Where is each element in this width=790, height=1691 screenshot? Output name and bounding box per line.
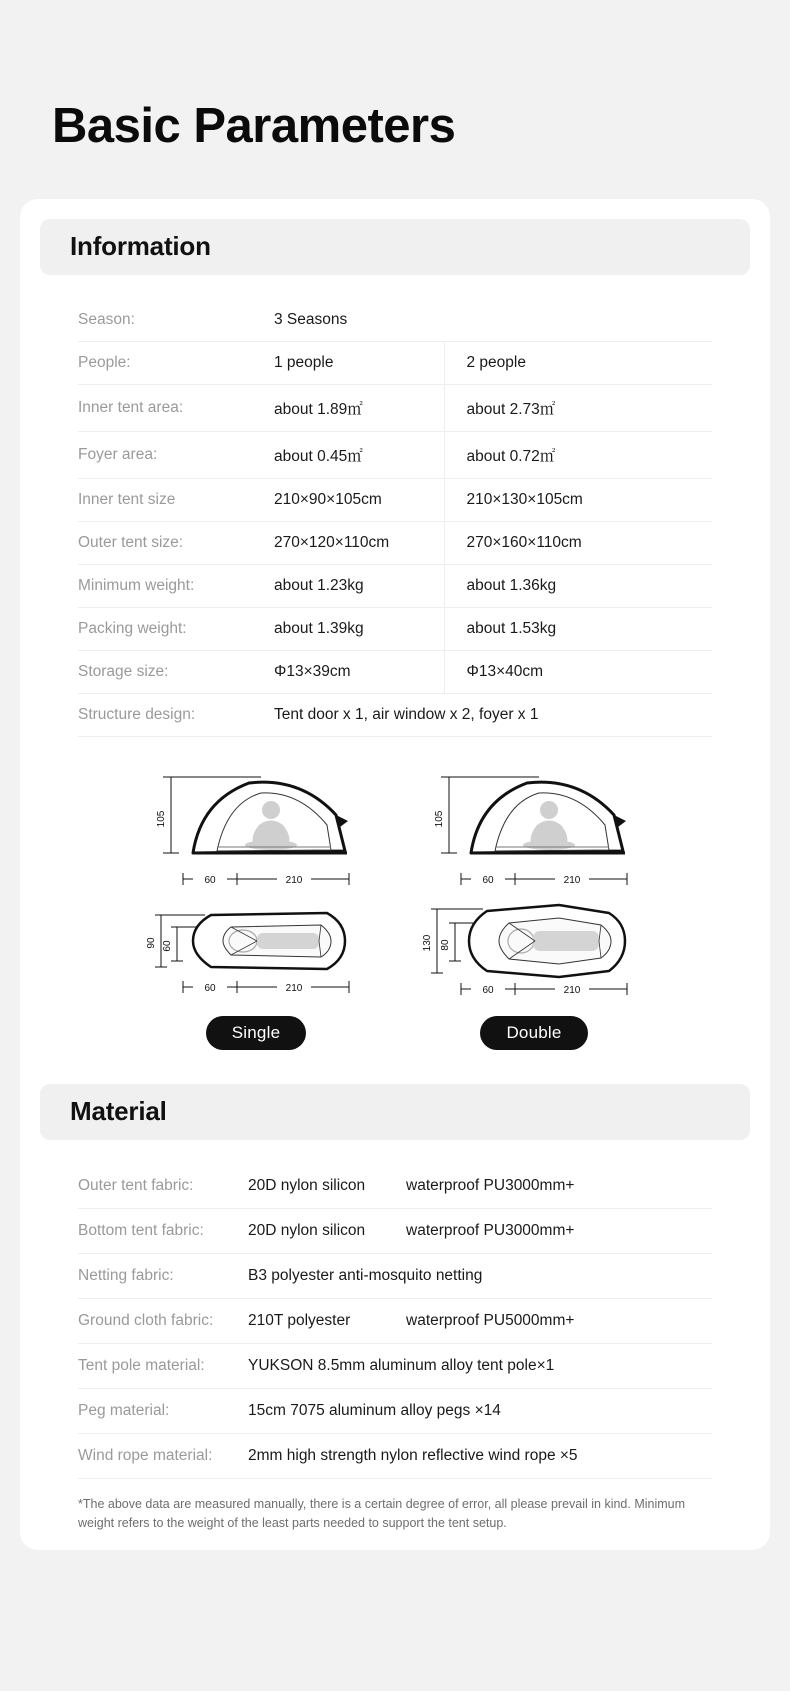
table-row xyxy=(78,299,712,342)
row-label: Ground cloth fabric: xyxy=(78,1298,248,1343)
material-section-header xyxy=(40,1084,750,1140)
row-value-double: Φ13×40cm xyxy=(444,650,712,693)
row-label: Inner tent size xyxy=(78,478,274,521)
double-pill-wrap xyxy=(409,1016,659,1050)
single-top-foyer-label: 60 xyxy=(204,982,216,994)
row-label: Bottom tent fabric: xyxy=(78,1208,248,1253)
row-label: Minimum weight: xyxy=(78,564,274,607)
row-label: Netting fabric: xyxy=(78,1253,248,1298)
row-label: Outer tent size: xyxy=(78,521,274,564)
table-row xyxy=(78,478,712,521)
table-row xyxy=(78,564,712,607)
row-value-single: 270×120×110cm xyxy=(274,521,444,564)
single-side-height-label: 105 xyxy=(156,810,167,828)
material-value-primary: 20D nylon silicon xyxy=(248,1176,366,1194)
single-pill-wrap xyxy=(131,1016,381,1050)
table-row xyxy=(78,1388,712,1433)
single-top-length-label: 210 xyxy=(285,982,303,994)
double-side-length-label: 210 xyxy=(563,874,581,886)
row-value-single: 210×90×105cm xyxy=(274,478,444,521)
material-table xyxy=(78,1164,712,1479)
material-value-secondary: waterproof PU5000mm+ xyxy=(406,1311,575,1329)
row-value-double: 270×160×110cm xyxy=(444,521,712,564)
row-value-double: 210×130×105cm xyxy=(444,478,712,521)
row-value: Tent door x 1, air window x 2, foyer x 1 xyxy=(274,693,712,736)
table-row xyxy=(78,1164,712,1209)
row-label: Inner tent area: xyxy=(78,384,274,431)
material-value-primary: 2mm high strength nylon reflective wind rope ×5 xyxy=(248,1446,578,1464)
row-label: Wind rope material: xyxy=(78,1433,248,1478)
row-value xyxy=(248,1388,712,1433)
table-row xyxy=(78,1433,712,1478)
table-row xyxy=(78,1343,712,1388)
material-value-primary: 15cm 7075 aluminum alloy pegs ×14 xyxy=(248,1401,501,1419)
row-value-single: about 1.23kg xyxy=(274,564,444,607)
double-top-outer-width-label: 130 xyxy=(422,934,433,952)
material-header-label: Material xyxy=(70,1096,167,1127)
row-value-single: 1 people xyxy=(274,341,444,384)
table-row xyxy=(78,384,712,431)
row-label: People: xyxy=(78,341,274,384)
row-label: Foyer area: xyxy=(78,431,274,478)
table-row xyxy=(78,341,712,384)
row-label: Outer tent fabric: xyxy=(78,1164,248,1209)
row-label: Peg material: xyxy=(78,1388,248,1433)
double-tent-diagram xyxy=(409,755,659,1010)
table-row xyxy=(78,431,712,478)
information-section-header xyxy=(40,219,750,275)
material-value-primary: 20D nylon silicon xyxy=(248,1221,366,1239)
row-value-double: about 2.73㎡ xyxy=(444,384,712,431)
material-value-secondary: waterproof PU3000mm+ xyxy=(406,1176,575,1194)
row-value xyxy=(248,1298,712,1343)
information-table xyxy=(78,299,712,737)
table-row xyxy=(78,607,712,650)
material-value-secondary: waterproof PU3000mm+ xyxy=(406,1221,575,1239)
single-side-length-label: 210 xyxy=(285,874,303,886)
row-value-single: about 1.39kg xyxy=(274,607,444,650)
double-side-height-label: 105 xyxy=(434,810,445,828)
table-row xyxy=(78,521,712,564)
row-value xyxy=(248,1343,712,1388)
row-value-single: about 0.45㎡ xyxy=(274,431,444,478)
double-top-inner-width-label: 80 xyxy=(440,939,451,951)
page-title: Basic Parameters xyxy=(52,99,456,153)
single-tent-svg xyxy=(131,755,381,1005)
spec-card xyxy=(20,199,770,1551)
double-label-pill: Double xyxy=(480,1016,587,1050)
row-value-single: about 1.89㎡ xyxy=(274,384,444,431)
table-row xyxy=(78,1253,712,1298)
row-value: 3 Seasons xyxy=(274,299,712,342)
table-row xyxy=(78,650,712,693)
row-value-double: 2 people xyxy=(444,341,712,384)
material-value-primary: B3 polyester anti-mosquito netting xyxy=(248,1266,483,1284)
row-value-double: about 0.72㎡ xyxy=(444,431,712,478)
diagram-pill-row xyxy=(20,1016,770,1050)
material-value-primary: 210T polyester xyxy=(248,1311,351,1329)
information-header-label: Information xyxy=(70,231,211,262)
row-value xyxy=(248,1253,712,1298)
row-value-double: about 1.36kg xyxy=(444,564,712,607)
table-row xyxy=(78,693,712,736)
table-row xyxy=(78,1208,712,1253)
single-top-inner-width-label: 60 xyxy=(162,940,173,952)
single-side-foyer-label: 60 xyxy=(204,874,216,886)
row-value xyxy=(248,1164,712,1209)
tent-diagrams xyxy=(20,755,770,1010)
table-row xyxy=(78,1298,712,1343)
row-value-single: Φ13×39cm xyxy=(274,650,444,693)
row-label: Structure design: xyxy=(78,693,274,736)
row-label: Tent pole material: xyxy=(78,1343,248,1388)
row-value xyxy=(248,1433,712,1478)
double-side-foyer-label: 60 xyxy=(482,874,494,886)
row-label: Packing weight: xyxy=(78,607,274,650)
single-tent-diagram xyxy=(131,755,381,1010)
double-top-foyer-label: 60 xyxy=(482,984,494,996)
double-top-length-label: 210 xyxy=(563,984,581,996)
single-label-pill: Single xyxy=(206,1016,306,1050)
footnote-text: *The above data are measured manually, there is a certain degree of error, all please prevail in kind. Minimum weight refers to the weight of the least parts needed to support the tent setup. xyxy=(78,1496,686,1530)
row-label: Storage size: xyxy=(78,650,274,693)
material-value-primary: YUKSON 8.5mm aluminum alloy tent pole×1 xyxy=(248,1356,555,1374)
row-value-double: about 1.53kg xyxy=(444,607,712,650)
double-tent-svg xyxy=(409,755,659,1005)
single-top-outer-width-label: 90 xyxy=(146,937,157,949)
row-label: Season: xyxy=(78,299,274,342)
row-value xyxy=(248,1208,712,1253)
